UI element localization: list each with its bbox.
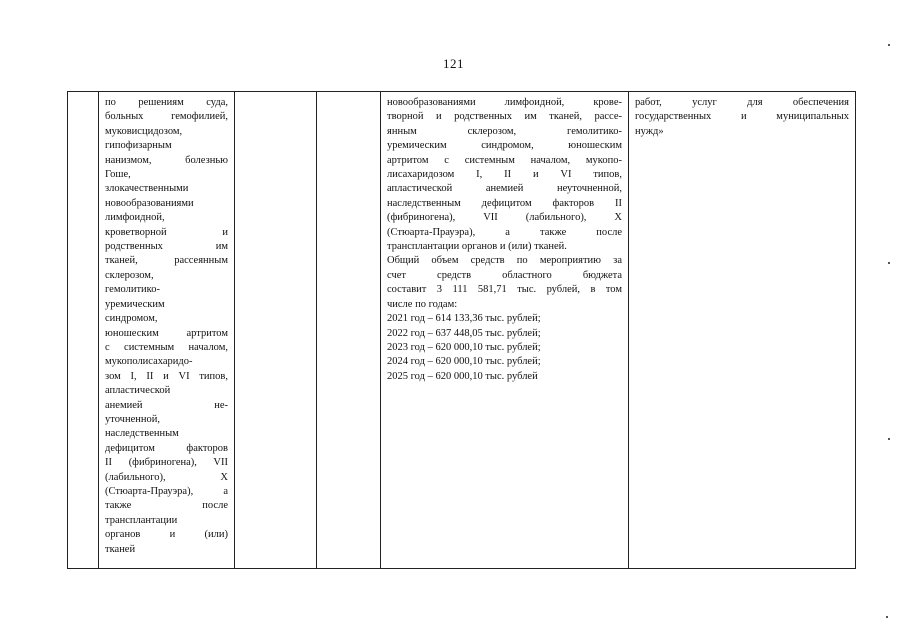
recipients-line: новообразованиями xyxy=(105,197,194,209)
purpose-line: нужд» xyxy=(635,125,664,137)
description-line: уремическим синдромом, юношеским xyxy=(387,140,622,152)
recipients-line: дефицитом факторов xyxy=(105,442,228,454)
recipients-line: юношеским артритом xyxy=(105,327,228,339)
recipients-line: склерозом, xyxy=(105,269,154,281)
scan-speck xyxy=(886,616,888,618)
recipients-line: трансплантации xyxy=(105,514,178,526)
table-cell-empty-1 xyxy=(235,92,317,569)
table-cell-number xyxy=(68,92,99,569)
budget-year-line: 2021 год – 614 133,36 тыс. рублей; xyxy=(387,313,541,325)
purpose-line: работ, услуг для обеспечения xyxy=(635,97,849,108)
budget-year-line: 2024 год – 620 000,10 тыс. рублей; xyxy=(387,356,541,368)
description-line: янным склерозом, гемолитико- xyxy=(387,125,622,137)
recipients-line: больных гемофилией, xyxy=(105,111,228,123)
budget-year-line: 2022 год – 637 448,05 тыс. рублей; xyxy=(387,327,541,339)
recipients-line: кроветворной и xyxy=(105,226,228,238)
purpose-text xyxy=(635,96,849,139)
budget-year-line: 2023 год – 620 000,10 тыс. рублей; xyxy=(387,341,541,353)
recipients-line: по решениям суда, xyxy=(105,97,228,108)
recipients-line: зом I, II и VI типов, xyxy=(105,370,228,382)
table-cell-empty-2 xyxy=(317,92,381,569)
budget-line: Общий объем средств по мероприятию за xyxy=(387,255,622,267)
description-line: лисахаридозом I, II и VI типов, xyxy=(387,169,622,181)
table-row xyxy=(68,92,856,569)
table-cell-description xyxy=(381,92,629,569)
recipients-line: родственных им xyxy=(105,241,228,253)
scan-speck xyxy=(888,262,890,264)
recipients-line: апластической xyxy=(105,385,171,397)
recipients-line: уремическим xyxy=(105,298,165,310)
table-cell-recipients xyxy=(99,92,235,569)
description-line: наследственным дефицитом факторов II xyxy=(387,197,622,209)
description-line: (Стюарта-Прауэра), а также после xyxy=(387,226,622,238)
recipients-line: гипофизарным xyxy=(105,140,172,152)
description-line: новообразованиями лимфоидной, крове- xyxy=(387,97,622,108)
recipients-line: муковисцидозом, xyxy=(105,125,183,137)
description-text xyxy=(387,96,622,254)
recipients-text xyxy=(105,96,228,557)
table-cell-purpose xyxy=(629,92,856,569)
recipients-line: уточненной, xyxy=(105,413,160,425)
scan-speck xyxy=(888,438,890,440)
recipients-line: мукополисахаридо- xyxy=(105,356,193,368)
recipients-line: (лабильного), X xyxy=(105,471,228,483)
recipients-line: также после xyxy=(105,500,228,512)
recipients-line: (Стюарта-Прауэра), а xyxy=(105,485,228,497)
description-line: апластической анемией неуточненной, xyxy=(387,183,622,195)
recipients-line: с системным началом, xyxy=(105,341,228,353)
page-number: 121 xyxy=(443,56,464,71)
description-line: творной и родственных им тканей, рассе- xyxy=(387,111,622,123)
recipients-line: анемией не- xyxy=(105,399,228,411)
purpose-line: государственных и муниципальных xyxy=(635,111,849,123)
budget-text xyxy=(387,254,622,312)
description-line: трансплантации органов и (или) тканей. xyxy=(387,241,567,253)
recipients-line: гемолитико- xyxy=(105,284,160,296)
description-line: артритом с системным началом, мукопо- xyxy=(387,154,622,166)
recipients-line: лимфоидной, xyxy=(105,212,165,224)
scan-speck xyxy=(888,44,890,46)
document-table xyxy=(67,91,856,569)
recipients-line: тканей xyxy=(105,543,136,555)
budget-year-line: 2025 год – 620 000,10 тыс. рублей xyxy=(387,370,538,382)
budget-line: составит 3 111 581,71 тыс. рублей, в том xyxy=(387,284,622,296)
recipients-line: злокачественными xyxy=(105,183,189,195)
recipients-line: органов и (или) xyxy=(105,529,228,541)
recipients-line: нанизмом, болезнью xyxy=(105,154,228,166)
budget-years-list xyxy=(387,312,622,384)
budget-line: счет средств областного бюджета xyxy=(387,269,622,281)
recipients-line: Гоше, xyxy=(105,169,131,181)
recipients-line: синдромом, xyxy=(105,313,158,325)
budget-line: числе по годам: xyxy=(387,298,458,310)
recipients-line: наследственным xyxy=(105,428,179,440)
description-line: (фибриногена), VII (лабильного), X xyxy=(387,212,622,224)
recipients-line: тканей, рассеянным xyxy=(105,255,228,267)
recipients-line: II (фибриногена), VII xyxy=(105,457,228,469)
